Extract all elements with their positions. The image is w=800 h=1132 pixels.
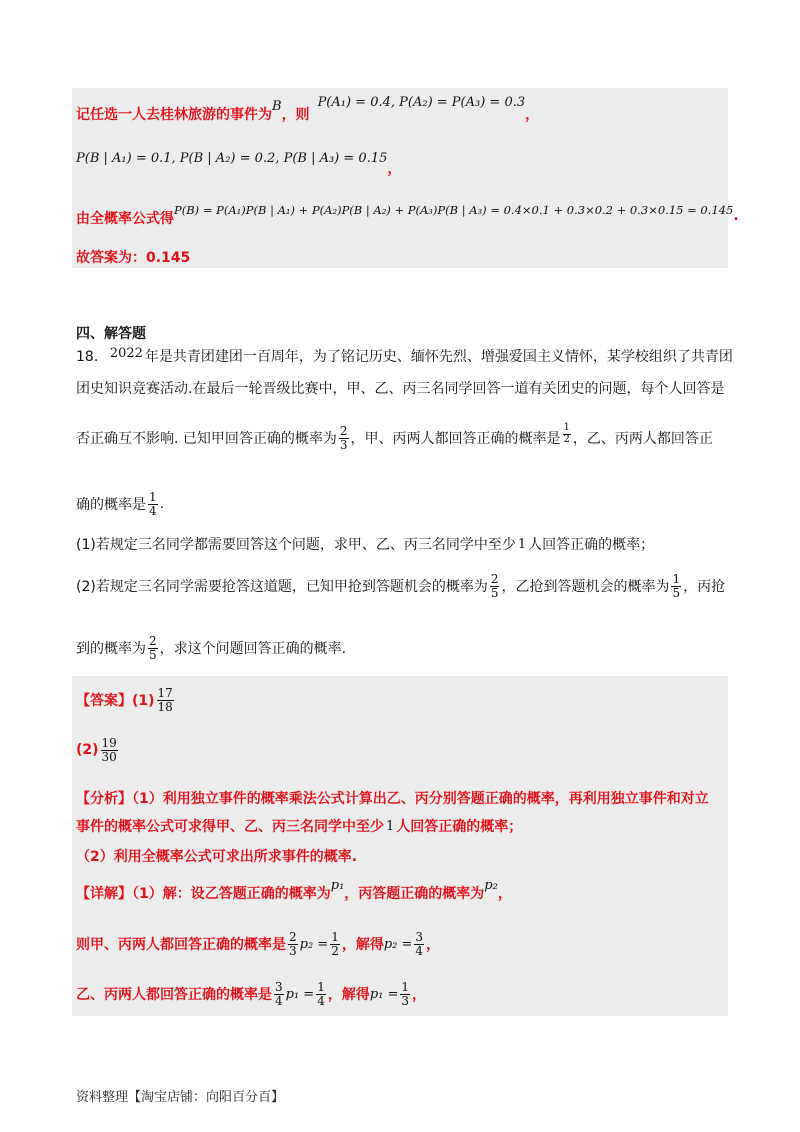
math-p2: p₂ [484,877,498,893]
analysis-text: 【分析】（1）利用独立事件的概率乘法公式计算出乙、丙分别答题正确的概率，再利用独立事件和对立 [76,791,709,807]
question-part-1 [76,532,654,556]
question-text: . [159,496,165,512]
question-part-2-cont [76,626,346,670]
fraction: $\frac{19}{30}$ [101,735,117,764]
question-year: 2022 [109,345,143,361]
solution-text: ，则 [281,107,310,123]
detail-line-2 [76,922,440,966]
fraction: $\frac{2}{3}$ [289,929,297,958]
math-formula: P(A₁) = 0.4, P(A₂) = P(A₃) = 0.3 [317,94,526,110]
answer-row-1 [76,682,176,718]
detail-text: ，解得 [341,937,384,953]
detail-text: ， [412,987,427,1003]
question-line-3 [76,416,713,460]
detail-line-3 [76,972,426,1016]
answer-line [76,246,190,268]
solution-text: ， [525,107,540,123]
math-formula: P(B) = P(A₁)P(B | A₁) + P(A₂)P(B | A₂) + P(A₃)P(B | A₃) = 0.4×0.1 + 0.3×0.2 + 0.3×0.15 = 0.145 [174,203,734,217]
fraction: $\frac{1}{4}$ [149,489,157,518]
analysis-line-3 [76,844,357,868]
solution-text: 记任选一人去桂林旅游的事件为 [76,107,272,123]
analysis-text: 事件的概率公式可求得甲、乙、丙三名同学中至少 [76,819,384,835]
math-B: B [272,98,282,114]
question-text: (1)若规定三名同学都需要回答这个问题，求甲、乙、丙三名同学中至少 [76,537,516,553]
fraction: $\frac{1}{2}$ [563,422,570,445]
question-text: ，甲、丙两人都回答正确的概率是 [350,431,561,447]
solution-text: ， [387,161,402,177]
question-number: 18． [76,349,108,365]
fraction: $\frac{1}{4}$ [317,979,325,1008]
question-text: ，求这个问题回答正确的概率. [159,641,347,657]
fraction: $\frac{3}{4}$ [415,929,424,958]
question-line-4 [76,482,164,526]
answer-label: 【答案】(1) [76,693,155,709]
math-eq: p₁ = [285,986,315,1002]
section-title-text: 四、解答题 [76,326,146,342]
question-text: 到的概率为 [76,641,146,657]
question-text: ，丙抢 [683,579,726,595]
analysis-line-2 [76,814,522,838]
detail-text: ， [426,937,441,953]
question-text: 确的概率是 [76,497,146,513]
solution-text: 故答案为：0.145 [76,250,191,266]
section-title [76,322,146,344]
analysis-text: （2）利用全概率公式可求出所求事件的概率. [76,849,358,865]
solution-line-1 [76,94,540,128]
fraction: $\frac{2}{5}$ [490,571,499,600]
fraction: $\frac{1}{3}$ [401,979,410,1008]
question-text: 人回答正确的概率； [528,537,655,553]
fraction: $\frac{3}{4}$ [275,979,283,1008]
answer-label: (2) [76,742,99,758]
detail-text: 则甲、丙两人都回答正确的概率是 [76,937,286,953]
math-eq: p₂ = [299,936,329,952]
math-number: 1 [517,536,527,552]
answer-row-2 [76,732,120,768]
question-line-2 [76,376,724,400]
fraction: $\frac{17}{18}$ [157,685,173,714]
math-formula: P(B | A₁) = 0.1, P(B | A₂) = 0.2, P(B | A₃) = 0.15 [76,150,388,166]
detail-text: 乙、丙两人都回答正确的概率是 [76,987,272,1003]
analysis-line-1 [76,786,709,810]
detail-text: ，解得 [327,987,370,1003]
math-number: 1 [386,818,395,834]
detail-text: ，丙答题正确的概率为 [344,886,485,902]
detail-line-1 [76,876,512,910]
question-text: 否正确互不影响. 已知甲回答正确的概率为 [76,431,337,447]
fraction: $\frac{1}{2}$ [331,929,339,958]
solution-line-2 [76,144,402,177]
fraction: $\frac{2}{3}$ [339,423,348,452]
question-text: ，乙抢到答题机会的概率为 [501,579,670,595]
question-line-1 [76,344,733,368]
solution-text: . [733,208,739,224]
math-p1: p₁ [330,877,345,893]
fraction: $\frac{1}{5}$ [672,571,681,600]
fraction: $\frac{2}{5}$ [149,633,157,662]
page-footer: 资料整理【淘宝店铺：向阳百分百】 [76,1090,285,1105]
question-text: ，乙、丙两人都回答正 [572,431,713,447]
solution-text: 由全概率公式得 [76,211,174,227]
question-text: 团史知识竞赛活动.在最后一轮晋级比赛中，甲、乙、丙三名同学回答一道有关团史的问题，每个人回答是 [76,381,725,397]
detail-text: ， [497,886,512,902]
question-part-2 [76,564,725,608]
solution-line-3 [76,196,739,227]
math-eq: p₁ = [369,986,399,1002]
detail-text: 【详解】（1）解：设乙答题正确的概率为 [76,886,331,902]
question-text: (2)若规定三名同学需要抢答这道题，已知甲抢到答题机会的概率为 [76,579,488,595]
analysis-text: 人回答正确的概率； [396,819,523,835]
question-text: 年是共青团建团一百周年，为了铭记历史、缅怀先烈、增强爱国主义情怀，某学校组织了共青团 [144,349,733,365]
math-eq: p₂ = [383,936,413,952]
